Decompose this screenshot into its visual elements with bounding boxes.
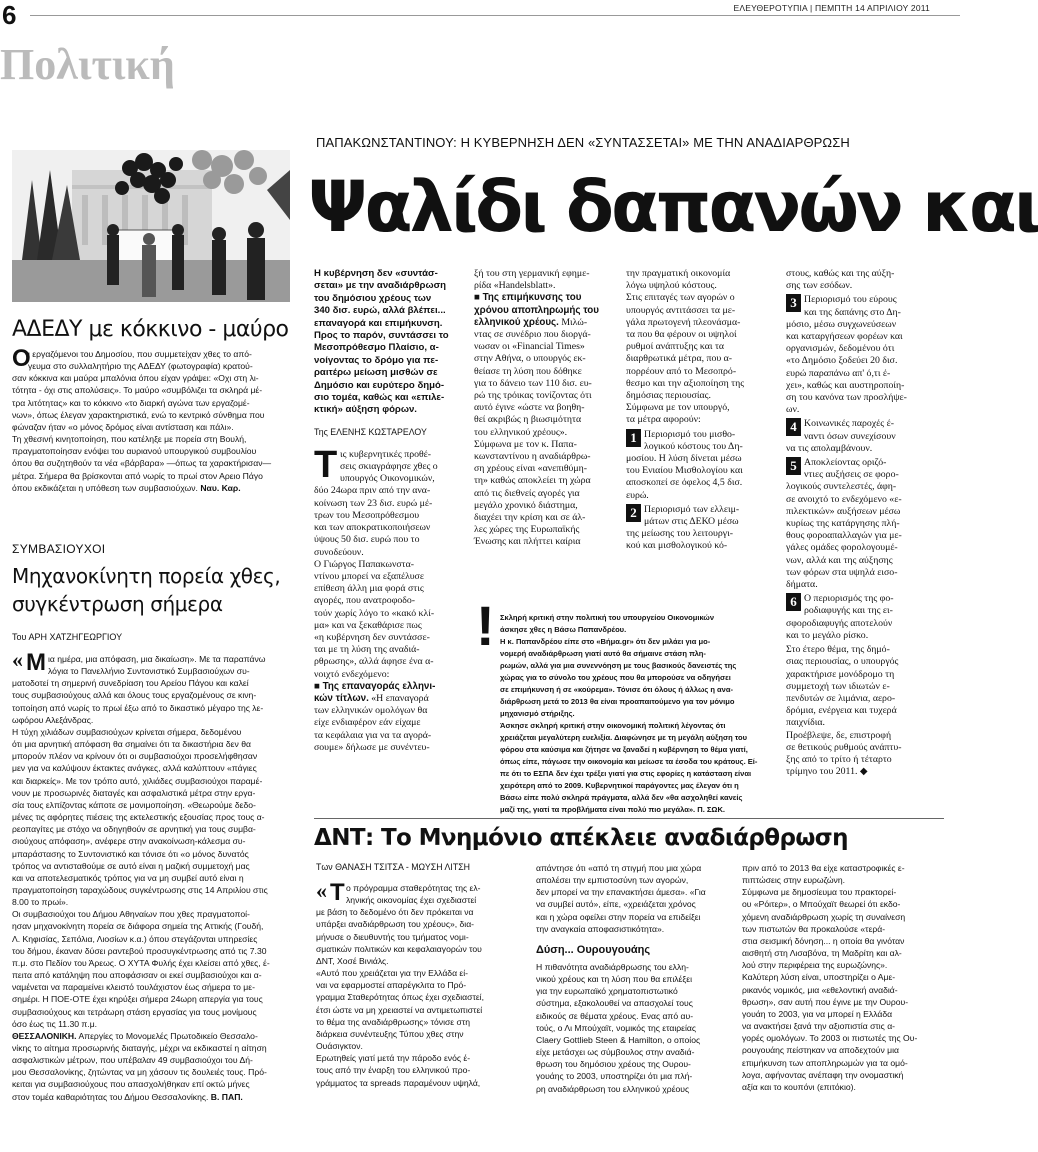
story2-body: ματοδοτεί τη σημερινή συνεδρίαση του Αρείου Πάγου και καλεί τους συμβασιούχους αλλά και όλους τους εργαζομένους σε κινη- τοποίηση από νωρίς το πρωί έξω από το δικαστικό μέγαρο της λε- ωφόρου Αλεξάνδρας. Η τύχη χιλιάδων συμβασιούχων κρίνεται σήμερα, δεδομένου ότι μια αρνητική απόφαση θα σημαίνει ότι τα δικαστήρια δεν θα μπορούν πλέον να κρίνουν ότι οι συμβασιούχοι προσελήφθησαν μεν για να καλύψουν έκτακτες ανάγκες, αλλά καλύπτουν «πάγιες και διαρκείς». Με τον τρόπο αυτό, χιλιάδες συμβασιούχοι παραμέ- νουν με προσωρινές διαταγές και ασφαλιστικά μέτρα στην εργα- σία τους ελπίζοντας κάποτε σε μονιμοποίηση. «Θεωρούμε δεδο- μένες τις αφόρητες πιέσεις της εκτελεστικής εξουσίας προς τους α- ρεοπαγίτες με στόχο να οδηγηθούν σε αρνητική για τους συμβα- σιούχους απόφαση», ανέφερε στην ανακοίνωση-κάλεσμα συ- μπαράστασης το Συντονιστικό και τόνισε ότι «ο μόνος δυνατός τρόπος να αντισταθούμε σε αυτό είναι η μαζική συμμετοχή μας και να αποτελεσματικός τρόπος για να μη συμβεί αυτό είναι η πραγματοποίηση ταραχώδους συγκέντρωσης στις 14 Απριλίου στις 8.00 το πρωί». Οι συμβασιούχοι του Δήμου Αθηναίων που χθες πραγματοποί- ησαν μηχανοκίνητη πορεία σε διάφορα σημεία της Αττικής (Γουδή, Λ. Κηφισίας, Σεπόλια, Λιοσίων κ.α.) όπου στεγάζονται υπηρεσίες του δήμου, έκαναν δύσει ραντεβού προσυγκέντρωσης από τις 7.30 π.μ. στο Πεδίον του Άρεως. Ο ΧΥΤΑ Φυλής έχει κλείσει από χθες, έ- πειτα από κατάληψη που αποφάσισαν οι εκεί συμβασιούχοι και α- ναμένεται να παραμείνει κλειστό τουλάχιστον έως σήμερα το με- σημέρι. Η ΠΟΕ-ΟΤΕ έχει κηρύξει σήμερα 24ωρη απεργία για τους συμβασιούχους και τετράωρη στάση εργασίας για τους μονίμους όσο έως τις 11.30 π.μ. bbox=[12, 678, 270, 1029]
exclamation-icon: ! bbox=[476, 594, 495, 657]
sidebar-article bbox=[12, 345, 290, 494]
story3-col2 bbox=[536, 862, 732, 1095]
main-col4-item5-text: Αποκλείοντας οριζό- ντιες αυξήσεις σε φορο- λογικούς συντελεστές, άφη- σε ανοιχτό το ενδεχόμενο «ε- πιλεκτικών» αυξήσεων μέσω κυρίως της κατάργησης πλή- θους φοροαπαλλαγών για με- γάλες ομάδες φορολογουμέ- νων, αλλά και της αύξησης των φόρων στα υψηλά εισο- δήματα. bbox=[786, 457, 902, 591]
main-kicker: ΠΑΠΑΚΩΝΣΤΑΝΤΙΝΟΥ: Η ΚΥΒΕΡΝΗΣΗ ΔΕΝ «ΣΥΝΤΑΣΣΕΤΑΙ» ΜΕ ΤΗΝ ΑΝΑΔΙΑΡΘΡΩΣΗ bbox=[316, 135, 850, 150]
story2-title: Μηχανοκίνητη πορεία χθες, συγκέντρωση σήμερα bbox=[12, 564, 281, 616]
main-headline: Ψαλίδι δαπανών και bbox=[308, 166, 1038, 248]
main-col4-b: Στο έτερο θέμα, της δημό- σιας περιουσίας, ο υπουργός χαρακτήρισε μονόδρομο τη συμμετοχή των ιδιωτών ε- πενδυτών σε λιμάνια, αερο- δρόμια, ενέργεια και τυχερά παιχνίδια. Προέβλεψε, δε, επιστροφή σε θετικούς ρυθμούς ανάπτυ- ξης από το τρίτο ή τέταρτο τρίμηνο του 2011. ◆ bbox=[786, 644, 902, 778]
story2-signature: Β. ΠΑΠ. bbox=[208, 1091, 243, 1102]
main-col1-first: ις κυβερνητικές προθέ- σεις σκιαγράφησε χθες ο υπουργός Οικονομικών, bbox=[340, 448, 438, 485]
main-col1-body: δύο 24ωρα πριν από την ανα- κοίνωση των 23 δισ. ευρώ μέ- τρων του Μεσοπρόθεσμου και των αποκρατικοποιήσεων ύψους 50 δισ. ευρώ που το συνοδεύουν. Ο Γιώργος Παπακωνστα- ντίνου μπορεί να εξαπέλυσε επίθεση άλλη μια φορά στις αγορές, που ανατροφοδο- τούν χωρίς λόγο το «κακό κλί- μα» και να ξεκαθάρισε πως «η κυβέρνηση δεν συντάσσε- ται με τη λύση της αναδιά- ρθρωσης», αλλά άφησε ένα α- νοιχτό ενδεχόμενο: bbox=[314, 485, 435, 680]
story3-top-rule bbox=[314, 818, 944, 819]
sidebar-first-lines: ι εργαζόμενοι του Δημοσίου, που συμμετείχαν χθες το από- γευμα στο συλλαλητήριο της ΑΔΕΔΥ (φωτογραφία) κρατού- bbox=[28, 349, 253, 372]
main-col4-item4 bbox=[786, 418, 938, 455]
story2-article bbox=[12, 647, 290, 1103]
story3-col3-body: πριν από το 2013 θα είχε καταστροφικές ε- πιπτώσεις στην ευρωζώνη. Σύμφωνα με δημοσίευμα του πρακτορεί- ου «Ρόιτερ», ο Μπούχαϊτ θεωρεί ότι εκδο- χόμενη αναδιάρθρωση χωρίς τη συναίνεση των πιστωτών θα προκαλούσε «τερά- στια σεισμική δόνηση... η οποία θα γινόταν αισθητή στη Λισαβόνα, τη Μαδρίτη και αλ- λού στην περιφέρεια της ευρωζώνης». Καλύτερη λύση είναι, υποστηρίζει ο Αμε- ρικανός νομικός, μια «εθελοντική αναδιά- θρωση», σαν αυτή που έγινε με την Ουρου- γουάη το 2003, για να μπορεί η Ελλάδα να ανακτήσει ξανά την αξιοπιστία στις α- γορές ομολόγων. Το 2003 οι πιστωτές της Ου- ρουγουάης πείστηκαν να αποδεχτούν μια επιμήκυνση των αποπληρωμών για τα ομό- λογα, αφήνοντας ανέπαφη την ονομαστική αξία και το κουπόνι (επιτόκιο). bbox=[742, 863, 918, 1092]
main-col2-a: ξή του στη γερμανική εφημε- ρίδα «Handelsblatt». bbox=[474, 268, 590, 292]
story3-dropcap: Τ bbox=[330, 879, 345, 906]
main-col4 bbox=[786, 268, 938, 778]
page-number: 6 bbox=[2, 0, 17, 30]
main-col3-a: την πραγματική οικονομία λόγω υψηλού κόστους. Στις επιταγές των αγορών ο υπουργός αντιτάσσει τα με- γάλα πρωτογενή πλεονάσμα- τα που θα φέρουν οι υψηλοί ρυθμοί ανάπτυξης και τα διαρθρωτικά μέτρα, που α- πορρέουν από το Μεσοπρό- θεσμο και την αξιοποίηση της δημόσιας περιουσίας. Σύμφωνα με τον υπουργό, τα μέτρα αφορούν: bbox=[626, 268, 745, 426]
masthead: ΕΛΕΥΘΕΡΟΤΥΠΙΑ | ΠΕΜΠΤΗ 14 ΑΠΡΙΛΙΟΥ 2011 bbox=[733, 3, 930, 13]
story2-dropcap: Μ bbox=[26, 649, 46, 676]
sidebar-body bbox=[12, 372, 290, 494]
sidebar-title: ΑΔΕΔΥ με κόκκινο - μαύρο bbox=[12, 317, 289, 342]
main-byline: Της ΕΛΕΝΗΣ ΚΩΣΤΑΡΕΛΟΥ bbox=[314, 426, 427, 437]
main-lead: Η κυβέρνηση δεν «συντάσ- σεται» με την αναδιάρθρωση του δημόσιου χρέους των 340 δισ. ευρώ, αλλά βλέπει... επαναγορά και επιμήκυνση. Προς το παρόν, συντάσσει το Μεσοπρόθεσμο Πλαίσιο, α- νοίγοντας το δρόμο για πε- ραιτέρω μείωση μισθών σε Δημόσιο και ευρύτερο δημό- σιο τομέα, καθώς και «επιλε- κτική» αύξηση φόρων. bbox=[314, 268, 449, 416]
main-col2-b-text: Μιλώ- ντας σε συνέδριο που διοργά- νωσαν οι «Financial Times» στην Αθήνα, ο υπουργός εκ- θείασε τη λύση που δόθηκε για το δάνειο των 110 δισ. ευ- ρώ της τρόικας τονίζοντας ότι αυτό έγινε «ώστε να βοηθη- θεί ακριβώς η βιωσιμότητα του ελληνικού χρέους». Σύμφωνα με τον κ. Παπα- κωνσταντίνου η αναδιάρθρω- ση χρέους είναι «ανεπιθύμη- τη» καθώς αποκλείει τη χώρα από τις διεθνείς αγορές για μεγάλο χρονικό διάστημα, διαχέει την κρίση και σε άλ- λες χώρες της Ευρωπαϊκής Ένωσης και πλήττει καίρια bbox=[474, 316, 592, 548]
story2-first-lines: ια ημέρα, μια απόφαση, μια δικαίωση». Με τα παραπάνω λόγια το Πανελλήνιο Συντονιστικό Συμβασιούχων συ- bbox=[48, 654, 266, 677]
callout-text: Σκληρή κριτική στην πολιτική του υπουργείου Οικονομικών άσκησε χθες η Βάσω Παπανδρέου. Η κ. Παπανδρέου είπε στο «Βήμα.gr» ότι δεν μιλάει για μο- νομερή αναδιάρθρωση γιατί αυτό θα σήμαινε στάση πλη- ρωμών, αλλά για μια συνεννόηση με τους βασικούς δανειστές της χώρας για το σύνολο του χρέους που θα μπορούσε να οδηγήσει σε επιμήκυνση ή σε «κούρεμα». Τόνισε ότι όλους ή άλλως η ανα- διάρθρωση μετά το 2013 θα είναι προαπαιτούμενο για τον μόνιμο μηχανισμό στήριξης. Άσκησε σκληρή κριτική στην οικονομική πολιτική λέγοντας ότι χρειάζεται μεγαλύτερη ευελιξία. Διαφώνησε με τη μεγάλη αύξηση του φόρου στα καύσιμα και ζήτησε να ξαναδεί η κυβέρνηση το θέμα γιατί, όπως είπε, πάγωσε την οικονομία και μείωσε τα έσοδα του κράτους. Εί- πε ότι το ΕΣΠΑ δεν έχει τρέξει γιατί για στις εφορίες η κατάσταση είναι χειρότερη από το 2009. Κυβερνητικοί παράγοντες μας έλεγαν ότι η Βάσω είπε πολύ σκληρά πράγματα, αλλά δεν «θα ασχοληθεί κανείς μαζί της, γιατί τα προβλήματα είναι πολύ πιο μεγάλα». Π. ΣΩΚ. bbox=[500, 613, 758, 814]
main-col4-item5 bbox=[786, 457, 938, 591]
main-col3-item1-text: Περιορισμό του μισθο- λογικού κόστους του Δη- μοσίου. Η λύση δίνεται μέσω του Ενιαίου Μισθολογίου και αποσκοπεί σε όφελος 4,5 δισ. ευρώ. bbox=[626, 428, 743, 501]
main-col1-end: «Η επαναγορά των ελληνικών ομολόγων θα είχε ενδιαφέρον εάν είχαμε τα κεφάλαια για να τα αγορά- σουμε» δήλωσε με συνέντευ- bbox=[314, 692, 432, 753]
numbered-marker-6: 6 bbox=[786, 593, 801, 611]
main-col2-subhead: ■ Της επιμήκυνσης του χρόνου αποπληρωμής του ελληνικού χρέους. bbox=[474, 292, 599, 328]
main-col4-item4-text: Κοινωνικές παροχές έ- ναντι όσων συνεχίσουν να τις απολαμβάνουν. bbox=[786, 418, 896, 454]
main-col2-b bbox=[474, 292, 622, 548]
main-col4-item3 bbox=[786, 294, 938, 416]
story2-quote: « bbox=[12, 647, 23, 672]
story2-byline: Του ΑΡΗ ΧΑΤΖΗΓΕΩΡΓΙΟΥ bbox=[12, 632, 123, 642]
main-col2 bbox=[474, 268, 622, 549]
story3-col2-b: Η πιθανότητα αναδιάρθρωσης του ελλη- νικού χρέους και τη λύση που θα επιλέξει για την ευρωπαϊκό χρηματοπιστωτικό σύστημα, εξακολουθεί να απασχολεί τους ειδικούς σε θέματα χρέους. Ενας από αυ- τούς, ο Λι Μπούχαϊτ, νομικός της εταιρείας Claery Gottlieb Steen & Hamilton, ο οποίος είχε μετάσχει ως σύμβουλος στην αναδιά- θρωση του δημόσιου χρέους της Ουρου- γουάης το 2003, υποστηρίζει ότι μια πλή- ρη αναδιάρθρωση του ελληνικού χρέους bbox=[536, 961, 701, 1094]
numbered-marker-2: 2 bbox=[626, 504, 641, 522]
story2-kicker: ΣΥΜΒΑΣΙΟΥΧΟΙ bbox=[12, 542, 106, 556]
story3-quote: « bbox=[316, 878, 327, 903]
main-col1-subhead: ■ Της επαναγοράς ελληνι- κών τίτλων. bbox=[314, 680, 436, 704]
main-col3 bbox=[626, 268, 778, 553]
sidebar-signature: Ναυ. Καρ. bbox=[197, 482, 241, 493]
story3-byline: Των ΘΑΝΑΣΗ ΤΣΙΤΣΑ - ΜΩΥΣΗ ΛΙΤΣΗ bbox=[316, 862, 471, 872]
main-col4-a: στους, καθώς και της αύξη- σης των εσόδων. bbox=[786, 268, 895, 292]
main-col3-item1 bbox=[626, 429, 778, 502]
story3-subhead: Δύση... Ουρουγουάης bbox=[536, 943, 651, 956]
story2-bold-lead: ΘΕΣΣΑΛΟΝΙΚΗ. bbox=[12, 1030, 77, 1041]
header-rule bbox=[30, 15, 960, 16]
numbered-marker-1: 1 bbox=[626, 429, 641, 447]
main-col3-item2-text: Περιορισμό των ελλειμ- μάτων στις ΔΕΚΟ μέσω της μείωσης του λειτουργι- κού και μισθολογικού κό- bbox=[626, 503, 740, 552]
main-col1 bbox=[314, 268, 468, 754]
sidebar-dropcap: Ο bbox=[12, 345, 31, 372]
story2-body2 bbox=[12, 1030, 290, 1103]
main-col3-item2 bbox=[626, 504, 778, 553]
numbered-marker-3: 3 bbox=[786, 294, 801, 312]
story3-col1 bbox=[316, 878, 522, 1089]
story3-col1-body: με βάση το δεδομένο ότι δεν πρόκειται να υπάρξει αναδιάρθρωση του χρέους», δια- μήνυσε ο διευθυντής του τμήματος νομι- σματικών πολιτικών και κεφαλαιαγορών του ΔΝΤ, Χοσέ Βινιάλς. «Αυτό που χρειάζεται για την Ελλάδα εί- ναι να εφαρμοστεί απαρέγκλιτα το Πρό- γραμμα Σταθερότητας όπως έχει σχεδιαστεί, έτσι ώστε να μη χρειαστεί να αντιμετωπιστεί το θέμα της αναδιάρθρωσης» τόνισε στη διάρκεια συνέντευξης Τύπου χθες στην Ουάσιγκτον. Ερωτηθείς γιατί μετά την πάροδο ενός έ- τους από την έναρξη του ελληνικού προ- γράμματος τα spreads παραμένουν υψηλά, bbox=[316, 907, 484, 1088]
main-col4-item3-text: Περιορισμό του εύρους και της δαπάνης στο Δη- μόσιο, μέσω συγχωνεύσεων και καταργήσεων φορέων και οργανισμών, δεδομένου ότι «το Δημόσιο ξοδεύει 20 δισ. ευρώ παραπάνω απ' ό,τι έ- χει», καθώς και αυστηροποίη- ση του κανόνα των προσλήψε- ων. bbox=[786, 294, 907, 416]
numbered-marker-4: 4 bbox=[786, 418, 801, 436]
protest-photo bbox=[12, 150, 290, 302]
main-col4-item6-text: Ο περιορισμός της φο- ροδιαφυγής και της ει- σφοροδιαφυγής αποτελούν και το μεγάλο ρίσκο. bbox=[786, 593, 894, 641]
main-col1-tail bbox=[314, 681, 468, 754]
sidebar-body-text: σαν κόκκινα και μαύρα μπαλόνια όπου είχαν γράψει: «Οχι στη λι- τότητα - όχι στις απολύσεις». Το μαύρο «συμβόλιζει τα σκληρά μέ- τρα λιτότητας» και το κόκκινο «το διαρκή αγώνα των εργαζομέ- νων», όπως έλεγαν χαρακτηριστικά, ενώ το κεντρικό σύνθημα που φώναζαν ήταν «ο μόνος δρόμος είναι αντίσταση και πάλι». Τη χθεσινή κινητοποίηση, που κατέληξε με πορεία στη Βουλή, πραγματοποίησαν ενόψει του αυριανού υπουργικού συμβουλίου όπου θα συζητηθούν τα νέα «βάρβαρα» —όπως τα χαρακτήρισαν— μέτρα. Σήμερα θα βρίσκονται από νωρίς το πρωί στον Αρειο Πάγο όπου εκδικάζεται η υπόθεση των συμβασιούχων. bbox=[12, 373, 272, 493]
story3-title: ΔΝΤ: Το Μνημόνιο απέκλειε αναδιάρθρωση bbox=[314, 825, 848, 851]
story3-col2-a: απάντησε ότι «από τη στιγμή που μια χώρα απολέσει την εμπιστοσύνη των αγορών, δεν μπορεί να την επανακτήσει άμεσα». «Για να συμβεί αυτό», είπε, «χρειάζεται χρόνος και η χώρα οφείλει στην πορεία να επιδείξει την αναγκαία αποφασιστικότητα». bbox=[536, 863, 706, 934]
main-dropcap: Τ bbox=[314, 443, 338, 486]
story3-first-lines: ο πρόγραμμα σταθερότητας της ελ- ληνικής οικονομίας έχει σχεδιαστεί bbox=[346, 883, 481, 906]
section-title: Πολιτική bbox=[0, 40, 175, 89]
story2-body2-text: Απεργίες το Μονομελές Πρωτοδικείο Θεσσαλο- νίκης το αίτημα προσωρινής διαταγής, μέχρι να εκδικαστεί η αίτηση ασφαλιστικών μέτρων, που υπέβαλαν 49 συμβασιούχοι του Δή- μου Θεσσαλονίκης, ζητώντας να μη χάσουν τις δουλειές τους. Πρό- κειται για συμβασιούχους που απασχολήθηκαν επί οκτώ μήνες στον τομέα καθαριότητας του Δήμου Θεσσαλονίκης. bbox=[12, 1030, 267, 1102]
main-col4-item6 bbox=[786, 593, 938, 642]
story3-col3 bbox=[742, 862, 942, 1093]
numbered-marker-5: 5 bbox=[786, 457, 801, 475]
